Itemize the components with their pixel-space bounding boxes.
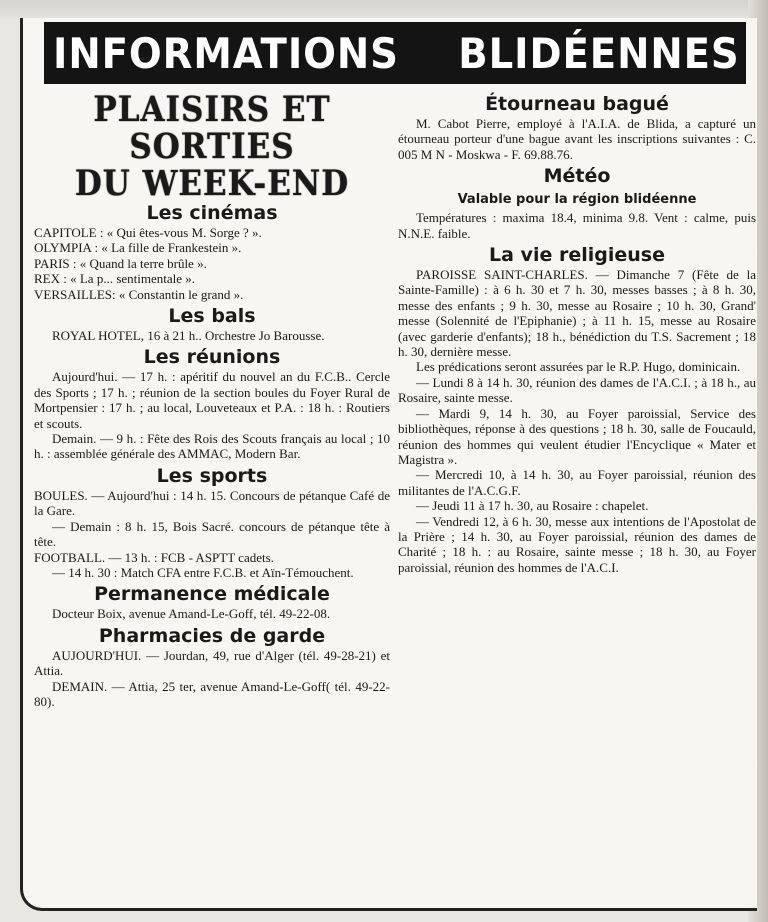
section-title-etourneau: Étourneau bagué <box>485 93 669 115</box>
pharmacy-paragraph: DEMAIN. — Attia, 25 ter, avenue Amand-Le-Goff( tél. 49-22-80). <box>34 678 390 709</box>
page-banner <box>44 22 746 84</box>
religion-paragraph: — Mardi 9, 14 h. 30, au Foyer paroissial, Service des bibliothèques, réponse à des questions ; 18 h. 30, salle de Foucauld, réunion des hommes qui veulent étudier l'Encyclique « Mater et Magistra ». <box>398 405 756 467</box>
section-title-permanence: Permanence médicale <box>94 583 330 606</box>
section-title-pharmacies: Pharmacies de garde <box>98 624 326 647</box>
religion-paragraph: — Vendredi 12, à 6 h. 30, messe aux intentions de l'Apostolat de la Prière ; 14 h. 30, au Foyer paroissial, réunion des dames de Charité ; 18 h. : au Rosaire, sainte messe ; 18 h. 30, au Foyer paroissial, réunion des hommes de l'A.C.I. <box>398 513 756 575</box>
banner-left-word: INFORMATIONS <box>53 28 399 78</box>
headline-line-1: PLAISIRS ET SORTIES <box>93 89 331 168</box>
section-title-meteo: Météo <box>543 165 611 188</box>
pharmacy-paragraph: AUJOURD'HUI. — Jourdan, 49, rue d'Alger (tél. 49-28-21) et Attia. <box>34 647 390 679</box>
etourneau-paragraph: M. Cabot Pierre, employé à l'A.I.A. de Blida, a capturé un étourneau porteur d'une bague avant les inscriptions suivantes : C. 005 M N - Moskwa - F. 69.88.76. <box>398 116 756 162</box>
cinema-listing: CAPITOLE : « Qui êtes-vous M. Sorge ? ». <box>34 225 262 240</box>
sports-paragraph: FOOTBALL. — 13 h. : FCB - ASPTT cadets. <box>34 549 274 565</box>
section-title-sports: Les sports <box>156 464 268 487</box>
religion-paragraph: — Lundi 8 à 14 h. 30, réunion des dames de l'A.C.I. ; à 18 h., au Rosaire, sainte messe. <box>398 374 756 406</box>
cinema-listing: OLYMPIA : « La fille de Frankestein ». <box>34 240 242 256</box>
sports-paragraph: — 14 h. 30 : Match CFA entre F.C.B. et Aïn-Témouchent. <box>52 564 354 580</box>
section-title-cinemas: Les cinémas <box>146 202 278 224</box>
cinema-listing: REX : « La p... sentimentale ». <box>34 271 196 287</box>
sports-paragraph: — Demain : 8 h. 15, Bois Sacré. concours de pétanque tête à tête. <box>34 518 390 550</box>
reunion-paragraph: Demain. — 9 h. : Fête des Rois des Scouts français au local ; 10 h. : assemblée générale des AMMAC, Modern Bar. <box>34 431 390 462</box>
religion-paragraph: — Jeudi 11 à 17 h. 30, au Rosaire : chapelet. <box>416 498 649 514</box>
bal-listing: ROYAL HOTEL, 16 à 21 h.. Orchestre Jo Barousse. <box>52 328 325 344</box>
cinema-listing: PARIS : « Quand la terre brûle ». <box>34 255 207 271</box>
religion-paragraph: Les prédications seront assurées par le R.P. Hugo, dominicain. <box>416 359 741 375</box>
headline-line-2: DU WEEK-END <box>74 163 350 204</box>
cinema-listing: VERSAILLES: « Constantin le grand ». <box>34 286 244 302</box>
meteo-paragraph: Températures : maxima 18.4, minima 9.8. Vent : calme, puis N.N.E. faible. <box>398 210 756 241</box>
permanence-paragraph: Docteur Boix, avenue Amand-Le-Goff, tél. 49-22-08. <box>52 606 331 622</box>
right-column <box>398 90 756 575</box>
banner-right-word: BLIDÉENNES <box>458 28 740 78</box>
reunion-paragraph: Aujourd'hui. — 17 h. : apéritif du nouvel an du F.C.B.. Cercle des Sports ; 17 h. ; réunion de la section boules du Foyer Rural de Mortpensier : 17 h. ; au local, Louveteaux et P.A. : 18 h. : Routiers et scouts. <box>34 369 390 431</box>
sports-paragraph: BOULES. — Aujourd'hui : 14 h. 15. Concours de pétanque Café de la Gare. <box>34 487 390 519</box>
religion-paragraph: — Mercredi 10, à 14 h. 30, au Foyer paroissial, réunion des militantes de l'A.C.G.F. <box>398 467 756 498</box>
headline <box>34 89 390 204</box>
section-title-bals: Les bals <box>168 305 256 328</box>
meteo-subtitle: Valable pour la région blidéenne <box>457 192 697 208</box>
left-column <box>34 90 390 709</box>
section-title-religion: La vie religieuse <box>489 244 665 267</box>
religion-paragraph: PAROISSE SAINT-CHARLES. — Dimanche 7 (Fête de la Sainte-Famille) : à 6 h. 30 et 7 h. 30, messes basses ; à 8 h. 30, messe des enfants ; 9 h. 30, messe au Rosaire ; 10 h. 30, Grand' messe (Solennité de l'Epiphanie) ; à 11 h. 15, messe au Rosaire (avec garderie d'enfants); 18 h., bénédiction du T.S. Sacrement ; 18 h. 30, dernière messe. <box>398 267 756 360</box>
section-title-reunions: Les réunions <box>143 346 281 369</box>
